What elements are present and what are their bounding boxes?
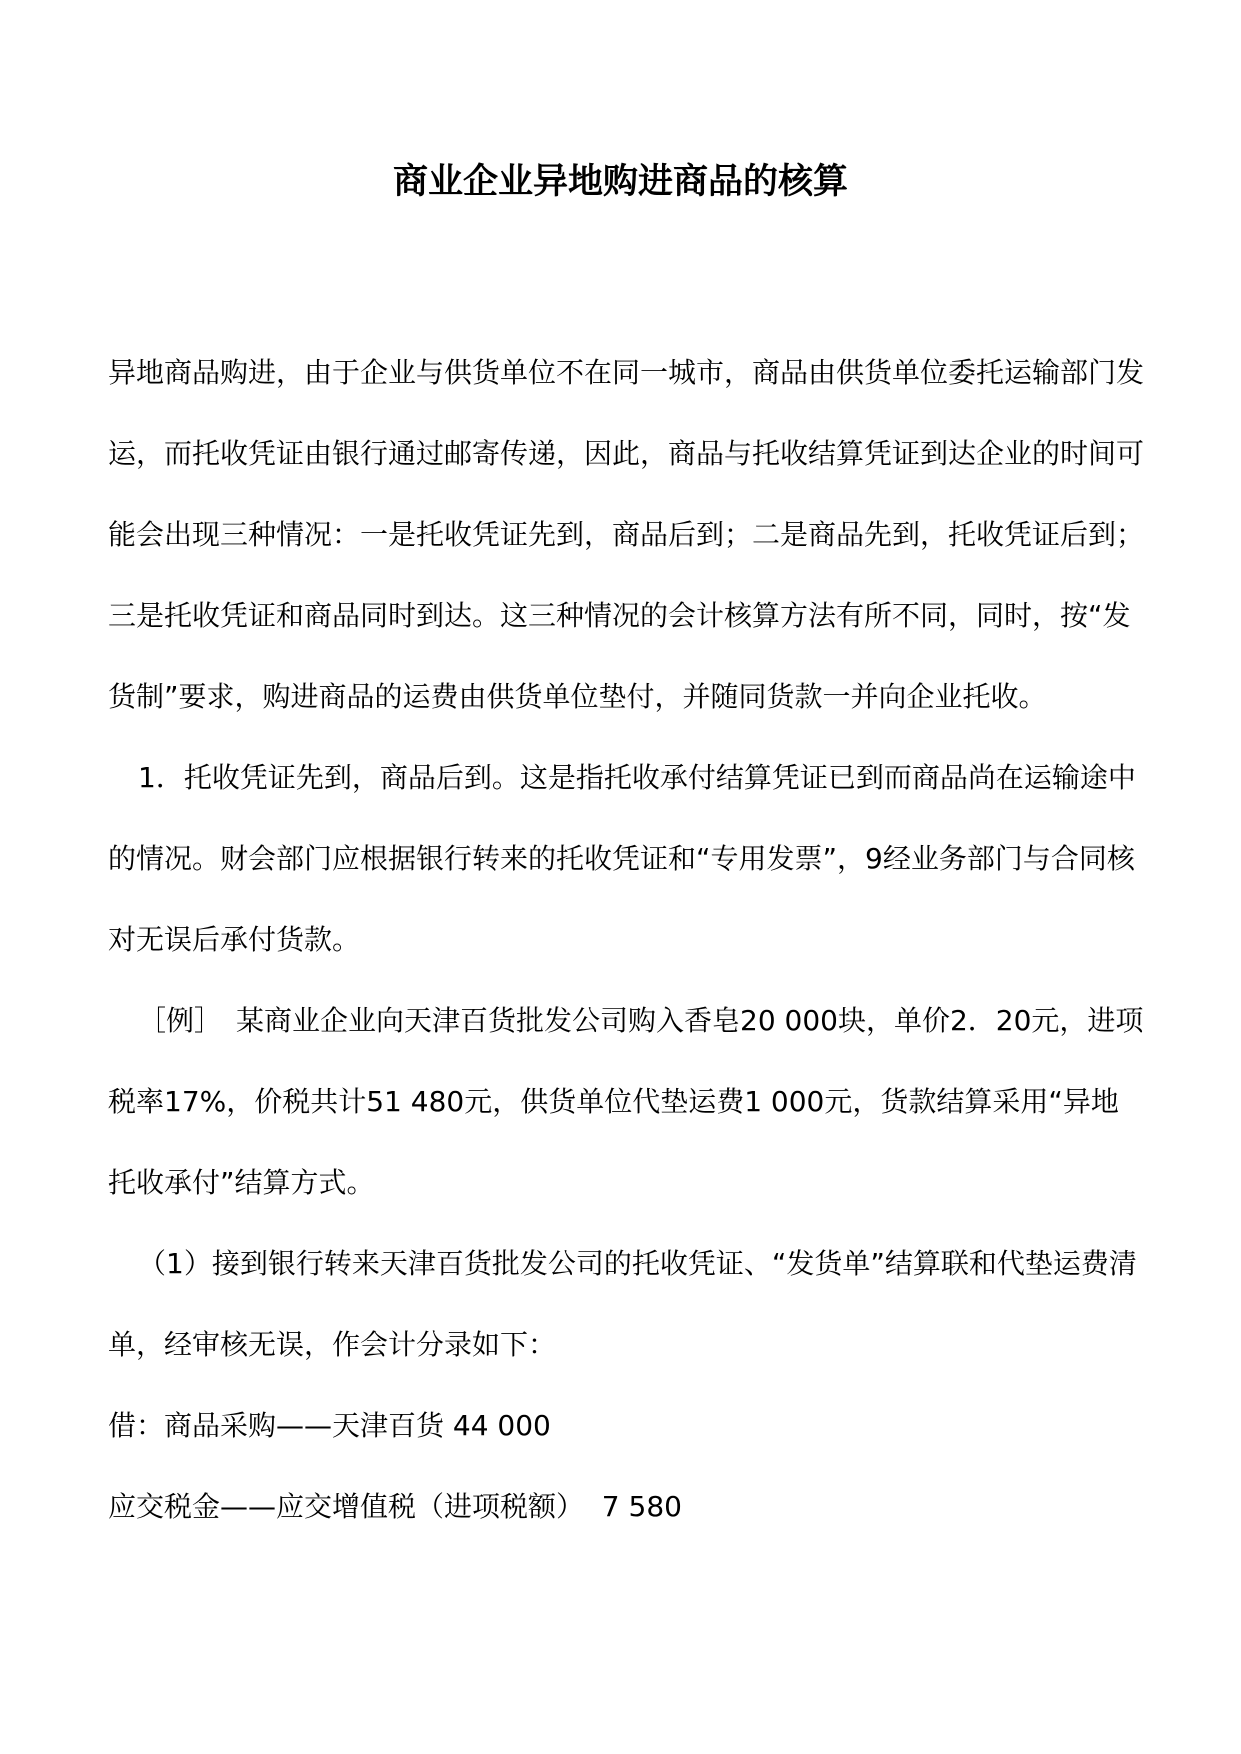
paragraph-example: ［例］ 某商业企业向天津百货批发公司购入香皂20 000块，单价2．20元，进项税率17%，价税共计51 480元，供货单位代垫运费1 000元，货款结算采用“异地托收承付”结算方式。 xyxy=(108,1004,1144,1199)
paragraph-step-1: （1）接到银行转来天津百货批发公司的托收凭证、“发货单”结算联和代垫运费清单，经审核无误，作会计分录如下： xyxy=(108,1247,1137,1361)
paragraph-intro: 异地商品购进，由于企业与供货单位不在同一城市，商品由供货单位委托运输部门发运，而托收凭证由银行通过邮寄传递，因此，商品与托收结算凭证到达企业的时间可能会出现三种情况：一是托收凭证先到，商品后到；二是商品先到，托收凭证后到；三是托收凭证和商品同时到达。这三种情况的会计核算方法有所不同，同时，按“发货制”要求，购进商品的运费由供货单位垫付，并随同货款一并向企业托收。 xyxy=(108,356,1145,713)
document-title: 商业企业异地购进商品的核算 xyxy=(392,161,848,202)
ledger-entry-debit: 借：商品采购——天津百货 44 000 xyxy=(108,1409,551,1442)
paragraph-case-1: 1．托收凭证先到，商品后到。这是指托收承付结算凭证已到而商品尚在运输途中的情况。财会部门应根据银行转来的托收凭证和“专用发票”，9经业务部门与合同核对无误后承付货款。 xyxy=(108,761,1136,956)
document-body xyxy=(108,332,1144,1547)
ledger-entry-tax: 应交税金——应交增值税（进项税额） 7 580 xyxy=(108,1490,682,1523)
